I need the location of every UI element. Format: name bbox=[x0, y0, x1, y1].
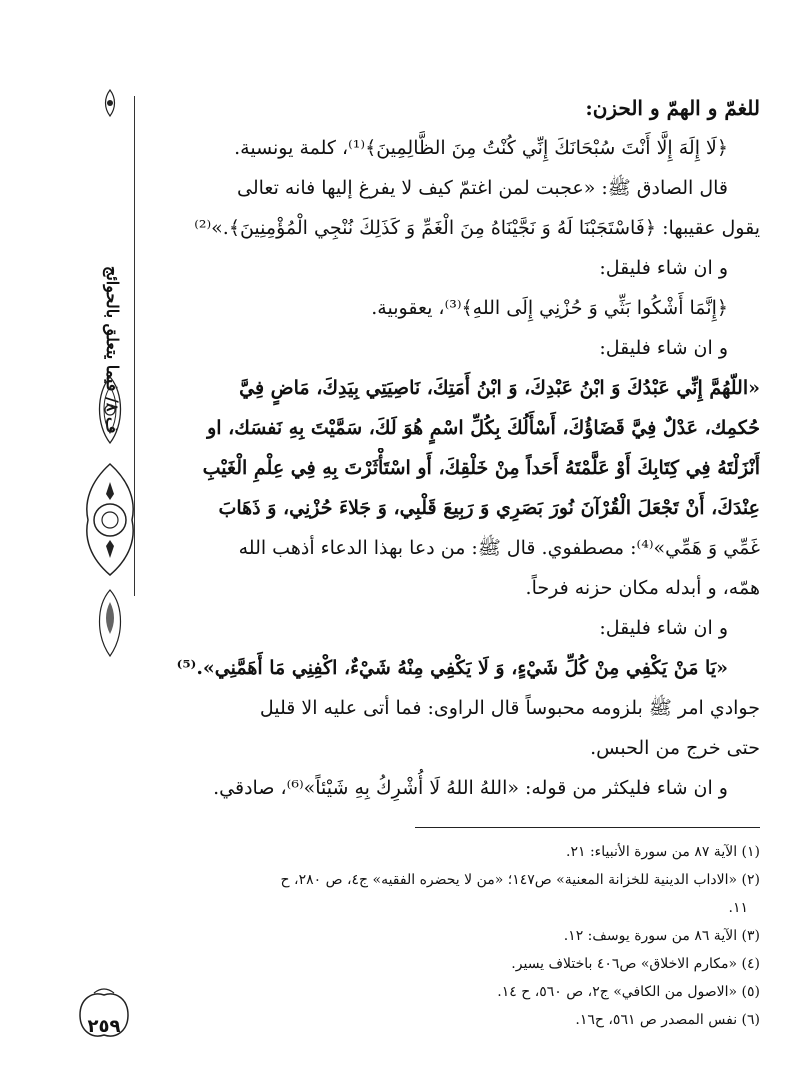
vine-ornament-icon bbox=[92, 588, 128, 658]
page-number: ٢٥٩ bbox=[87, 1016, 121, 1037]
footnote: (٤) «مكارم الاخلاق» ص٤٠٦ باختلاف يسير. bbox=[511, 956, 760, 972]
footnote-divider bbox=[415, 827, 760, 828]
text-line: همّه، و أبدله مكان حزنه فرحاً. bbox=[525, 577, 760, 599]
text-line: ﴿إِنَّمَا أَشْكُوا بَثِّي وَ حُزْنِي إِلَى اللهِ﴾⁽³⁾، يعقوبية. bbox=[371, 297, 728, 319]
footnote: (٦) نفس المصدر ص ٥٦١، ح١٦. bbox=[575, 1012, 760, 1028]
footnote: (١) الآية ٨٧ من سورة الأنبياء: ٢١. bbox=[566, 844, 760, 860]
text-line: يقول عقيبها: ﴿فَاسْتَجَبْنَا لَهُ وَ نَجَّيْنَاهُ مِنَ الْغَمِّ وَ كَذَلِكَ نُنْجِي الْمُؤْمِنِينَ﴾.»⁽²⁾ bbox=[194, 217, 760, 239]
prayer-line: «يَا مَنْ يَكْفِي مِنْ كُلِّ شَيْءٍ، وَ لَا يَكْفِي مِنْهُ شَيْءٌ، اكْفِنِي مَا أَهَمَّنِي».⁽⁵⁾ bbox=[176, 657, 728, 679]
text-line: غَمِّي وَ هَمِّي»⁽⁴⁾: مصطفوي. قال ﷺ: من دعا بهذا الدعاء أذهب الله bbox=[238, 537, 760, 559]
text-line: جوادي امر ﷺ بلزومه محبوساً قال الراوى: فما أتى عليه الا قليل bbox=[259, 697, 760, 719]
text-line: و ان شاء فليقل: bbox=[599, 257, 728, 279]
running-head: ف ٨/ فيما يتعلق بالحوائج bbox=[103, 266, 122, 434]
footnote: ١١. bbox=[728, 900, 748, 916]
footnote: (٣) الآية ٨٦ من سورة يوسف: ١٢. bbox=[563, 928, 760, 944]
text-line: ﴿لَا إِلَهَ إِلَّا أَنْتَ سُبْحَانَكَ إِنِّي كُنْتُ مِنَ الظَّالِمِينَ﴾⁽¹⁾، كلمة يونسية. bbox=[234, 137, 728, 159]
text-line: قال الصادق ﷺ: «عجبت لمن اغتمّ كيف لا يفرغ إليها فانه تعالى bbox=[236, 177, 728, 199]
prayer-line: عِنْدَكَ، أَنْ تَجْعَلَ الْقُرْآنَ نُورَ بَصَرِي وَ رَبِيعَ قَلْبِي، وَ جَلاءَ حُزْنِي، وَ ذَهَابَ bbox=[218, 497, 760, 519]
text-line: حتى خرج من الحبس. bbox=[590, 737, 760, 759]
main-text bbox=[160, 88, 760, 808]
section-heading: للغمّ و الهمّ و الحزن: bbox=[585, 96, 760, 120]
top-ornament-icon bbox=[96, 88, 124, 118]
footnote: (٥) «الاصول من الكافي» ج٢، ص ٥٦٠، ح ١٤. bbox=[497, 984, 760, 1000]
text-line: و ان شاء فليكثر من قوله: «اللهُ اللهُ لَا أُشْرِكُ بِهِ شَيْئاً»⁽⁶⁾، صادقي. bbox=[213, 777, 728, 799]
footnote: (٢) «الاداب الدينية للخزانة المعنية» ص١٤٧؛ «من لا يحضره الفقيه» ج٤، ص ٢٨٠، ح bbox=[280, 872, 760, 888]
footnotes bbox=[160, 838, 760, 1034]
prayer-line: أَنْزَلْتَهُ فِي كِتَابِكَ أَوْ عَلَّمْتَهُ أَحَداً مِنْ خَلْقِكَ، أَو اسْتَأْثَرْتَ بِهِ فِي عِلْمِ الْغَيْبِ bbox=[202, 457, 760, 479]
medallion-ornament-icon bbox=[80, 462, 140, 577]
text-line: و ان شاء فليقل: bbox=[599, 337, 728, 359]
floral-ornament-icon bbox=[90, 375, 130, 445]
text-line: و ان شاء فليقل: bbox=[599, 617, 728, 639]
prayer-line: «اللّهُمَّ إِنِّي عَبْدُكَ وَ ابْنُ عَبْدِكَ، وَ ابْنُ أَمَتِكَ، نَاصِيَتِي بِيَدِكَ، مَاضٍ فِيَّ bbox=[239, 377, 760, 399]
prayer-line: حُكمِك، عَدْلٌ فِيَّ قَضَاؤُكَ، أَسْأَلُكَ بِكُلِّ اسْمٍ هُوَ لَكَ، سَمَّيْتَ بِهِ نَفسَك، او bbox=[207, 417, 760, 439]
